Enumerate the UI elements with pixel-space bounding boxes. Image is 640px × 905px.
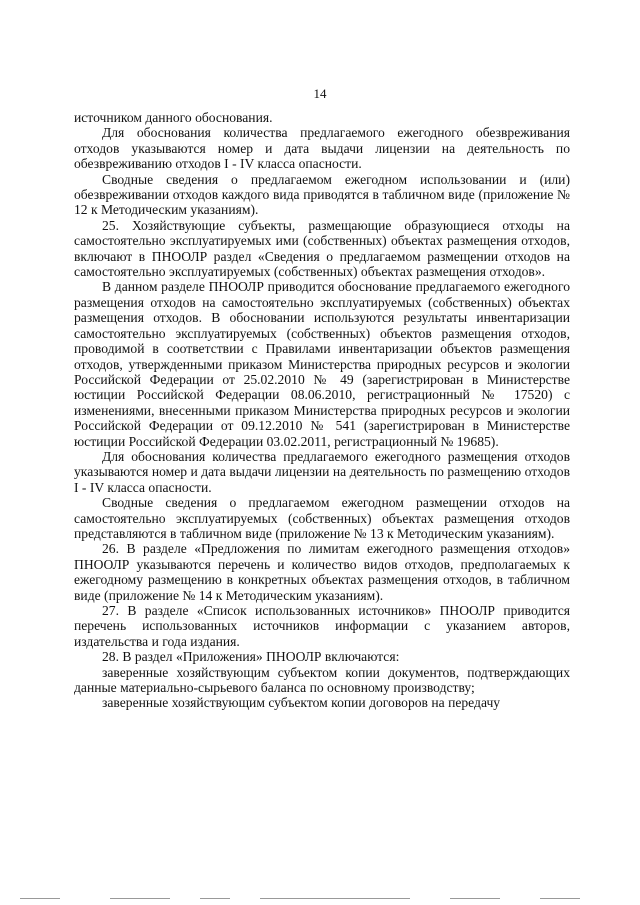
paragraph: Для обоснования количества предлагаемого ежегодного обезвреживания отходов указываются номер и дата выдачи лицензии на деятельность по обезвреживанию отходов I - IV класса опасности. — [74, 125, 570, 172]
paragraph: 27. В разделе «Список использованных источников» ПНООЛР приводится перечень использованных источников информации с указанием авторов, издательства и года издания. — [74, 603, 570, 649]
page-body — [74, 110, 570, 711]
paragraph: Для обоснования количества предлагаемого ежегодного размещения отходов указываются номер и дата выдачи лицензии на деятельность по размещению отходов I - IV класса опасности. — [74, 448, 570, 495]
paragraph: заверенные хозяйствующим субъектом копии документов, подтверждающих данные материально-сырьевого баланса по основному производству; — [74, 664, 570, 696]
paragraph: 26. В разделе «Предложения по лимитам ежегодного размещения отходов» ПНООЛР указываются перечень и количество видов отходов, предполагаемых к ежегодному размещению в конкретных объектах размещения отходов, в табличном виде (приложение № 14 к Методическим указаниям). — [74, 541, 570, 603]
paragraph: В данном разделе ПНООЛР приводится обоснование предлагаемого ежегодного размещения отходов на самостоятельно эксплуатируемых (собственных) объектах размещения отходов. В обосновании используются результаты инвентаризации самостоятельно эксплуатируемых (собственных) объектов размещения отходов, проводимой в соответствии с Правилами инвентаризации объектов размещения отходов, утвержденными приказом Министерства природных ресурсов и экологии Российской Федерации от 25.02.2010 № 49 (зарегистрирован в Министерстве юстиции Российской Федерации 08.06.2010, регистрационный № 17520) с изменениями, внесенными приказом Министерства природных ресурсов и экологии Российской Федерации от 09.12.2010 № 541 (зарегистрирован в Министерстве юстиции Российской Федерации 03.02.2011, регистрационный № 19685). — [74, 279, 570, 449]
paragraph: источником данного обоснования. — [74, 110, 273, 125]
paragraph: Сводные сведения о предлагаемом ежегодном размещении отходов на самостоятельно эксплуатируемых (собственных) объектах размещения отходов представляются в табличном виде (приложение № 13 к Методическим указаниям). — [74, 495, 570, 541]
scan-edge-marks — [0, 895, 640, 899]
paragraph: 28. В раздел «Приложения» ПНООЛР включаются: — [102, 649, 400, 665]
paragraph: Сводные сведения о предлагаемом ежегодном использовании и (или) обезвреживании отходов каждого вида приводятся в табличном виде (приложение № 12 к Методическим указаниям). — [74, 171, 570, 218]
paragraph: заверенные хозяйствующим субъектом копии договоров на передачу — [102, 695, 501, 711]
page-number: 14 — [313, 86, 327, 101]
paragraph: 25. Хозяйствующие субъекты, размещающие образующиеся отходы на самостоятельно эксплуатируемых ими (собственных) объектах размещения отходов, включают в ПНООЛР раздел «Сведения о предлагаемом размещении отходов на самостоятельно эксплуатируемых (собственных) объектах размещения отходов». — [74, 217, 570, 280]
